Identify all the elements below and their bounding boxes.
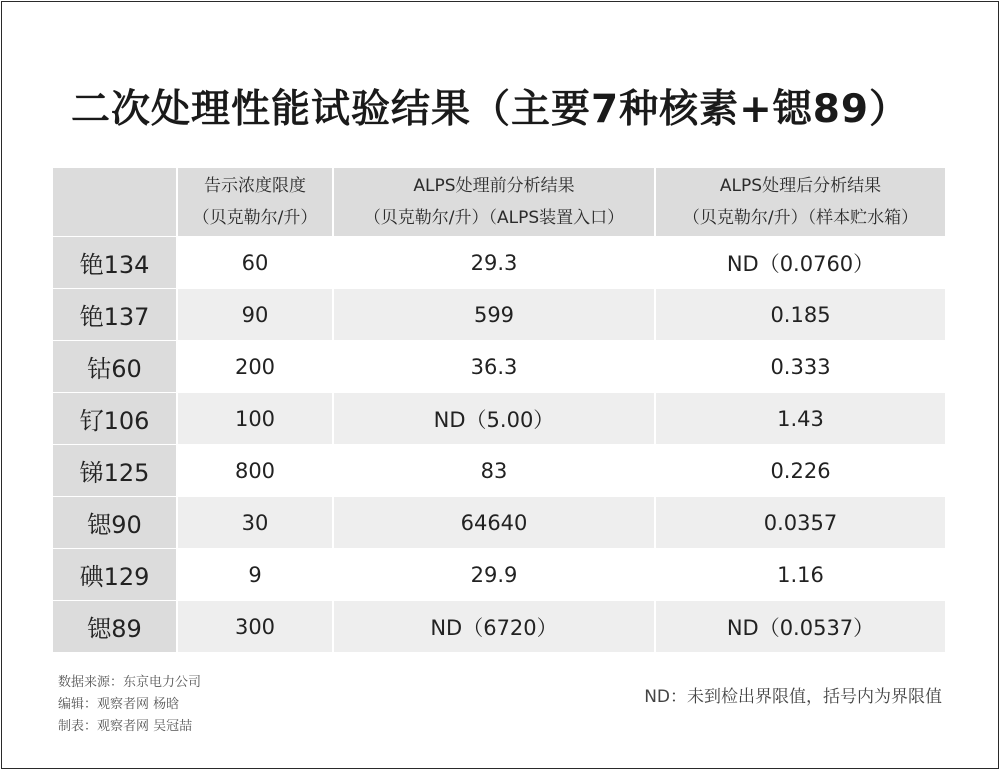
table-row bbox=[53, 444, 945, 496]
before-cell: 83 bbox=[332, 444, 654, 496]
after-cell: 0.185 bbox=[654, 288, 945, 340]
limit-cell: 200 bbox=[176, 340, 332, 392]
limit-cell: 800 bbox=[176, 444, 332, 496]
header-row bbox=[53, 168, 945, 236]
nuclide-cell: 锶89 bbox=[53, 600, 176, 652]
nuclide-cell: 锑125 bbox=[53, 444, 176, 496]
page-title: 二次处理性能试验结果（主要7种核素+锶89） bbox=[70, 87, 910, 132]
results-table bbox=[53, 168, 945, 652]
table-row bbox=[53, 600, 945, 652]
before-cell: 29.3 bbox=[332, 236, 654, 288]
after-cell: 0.226 bbox=[654, 444, 945, 496]
before-cell: ND（5.00） bbox=[332, 392, 654, 444]
limit-cell: 30 bbox=[176, 496, 332, 548]
limit-cell: 9 bbox=[176, 548, 332, 600]
nuclide-cell: 钌106 bbox=[53, 392, 176, 444]
table-row bbox=[53, 236, 945, 288]
header-limit-line1: 告示浓度限度 bbox=[204, 176, 306, 196]
header-before-line1: ALPS处理前分析结果 bbox=[413, 176, 575, 196]
header-before-line2: （贝克勒尔/升）（ALPS装置入口） bbox=[363, 208, 625, 228]
table-row bbox=[53, 496, 945, 548]
nuclide-cell: 铯137 bbox=[53, 288, 176, 340]
header-limit-line2: （贝克勒尔/升） bbox=[192, 208, 318, 228]
credits bbox=[58, 672, 201, 738]
credit-source: 数据来源：东京电力公司 bbox=[58, 675, 202, 690]
nd-footnote: ND：未到检出界限值，括号内为界限值 bbox=[644, 687, 942, 707]
limit-cell: 60 bbox=[176, 236, 332, 288]
table-row bbox=[53, 288, 945, 340]
credit-editor: 编辑：观察者网 杨晗 bbox=[58, 697, 180, 712]
before-cell: 36.3 bbox=[332, 340, 654, 392]
before-cell: ND（6720） bbox=[332, 600, 654, 652]
nuclide-cell: 铯134 bbox=[53, 236, 176, 288]
limit-cell: 300 bbox=[176, 600, 332, 652]
before-cell: 29.9 bbox=[332, 548, 654, 600]
limit-cell: 90 bbox=[176, 288, 332, 340]
after-cell: 0.0357 bbox=[654, 496, 945, 548]
after-cell: 1.16 bbox=[654, 548, 945, 600]
after-cell: 0.333 bbox=[654, 340, 945, 392]
before-cell: 599 bbox=[332, 288, 654, 340]
header-before bbox=[332, 168, 654, 236]
table-row bbox=[53, 340, 945, 392]
limit-cell: 100 bbox=[176, 392, 332, 444]
header-corner bbox=[53, 168, 176, 236]
table-row bbox=[53, 548, 945, 600]
after-cell: ND（0.0760） bbox=[654, 236, 945, 288]
before-cell: 64640 bbox=[332, 496, 654, 548]
nuclide-cell: 锶90 bbox=[53, 496, 176, 548]
nuclide-cell: 钴60 bbox=[53, 340, 176, 392]
header-limit bbox=[176, 168, 332, 236]
after-cell: ND（0.0537） bbox=[654, 600, 945, 652]
header-after-line2: （贝克勒尔/升）（样本贮水箱） bbox=[682, 208, 919, 228]
header-after-line1: ALPS处理后分析结果 bbox=[719, 176, 882, 196]
table-row bbox=[53, 392, 945, 444]
header-after bbox=[654, 168, 945, 236]
after-cell: 1.43 bbox=[654, 392, 945, 444]
nuclide-cell: 碘129 bbox=[53, 548, 176, 600]
credit-maker: 制表：观察者网 吴冠喆 bbox=[58, 719, 193, 734]
